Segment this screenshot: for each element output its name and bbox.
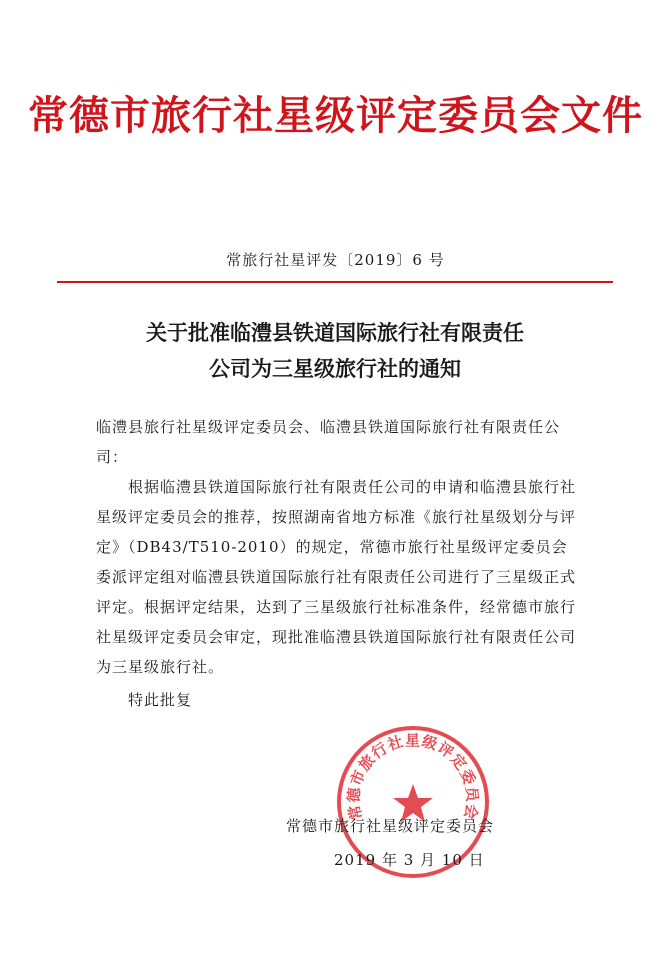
document-header-title: 常德市旅行社星级评定委员会文件: [28, 93, 643, 139]
signature-date: 2019 年 3 月 10 日: [334, 851, 485, 869]
document-number: 常旅行社星评发〔2019〕6 号: [226, 251, 445, 269]
notice-title: [40, 315, 630, 387]
recipients-line: 临澧县旅行社星级评定委员会、临澧县铁道国际旅行社有限责任公司：: [96, 418, 561, 466]
red-divider-line: [57, 281, 613, 283]
notice-body: [96, 412, 581, 715]
notice-title-line-2: 公司为三星级旅行社的通知: [209, 357, 461, 381]
body-paragraph: 根据临澧县铁道国际旅行社有限责任公司的申请和临澧县旅行社星级评定委员会的推荐，按照湖南省地方标准《旅行社星级划分与评定》（DB43/T510-2010）的规定，常德市旅行社星级评定委员会委派评定组对临澧县铁道国际旅行社有限责任公司进行了三星级正式评定。根据评定结果，达到了三星级旅行社标准条件，经常德市旅行社星级评定委员会审定，现批准临澧县铁道国际旅行社有限责任公司为三星级旅行社。: [96, 478, 577, 676]
signature-organization: 常德市旅行社星级评定委员会: [286, 817, 495, 835]
seal-text: 常德市旅行社星级评定委员会: [344, 731, 482, 822]
closing-line: 特此批复: [128, 691, 193, 709]
notice-title-line-1: 关于批准临澧县铁道国际旅行社有限责任: [146, 321, 524, 345]
